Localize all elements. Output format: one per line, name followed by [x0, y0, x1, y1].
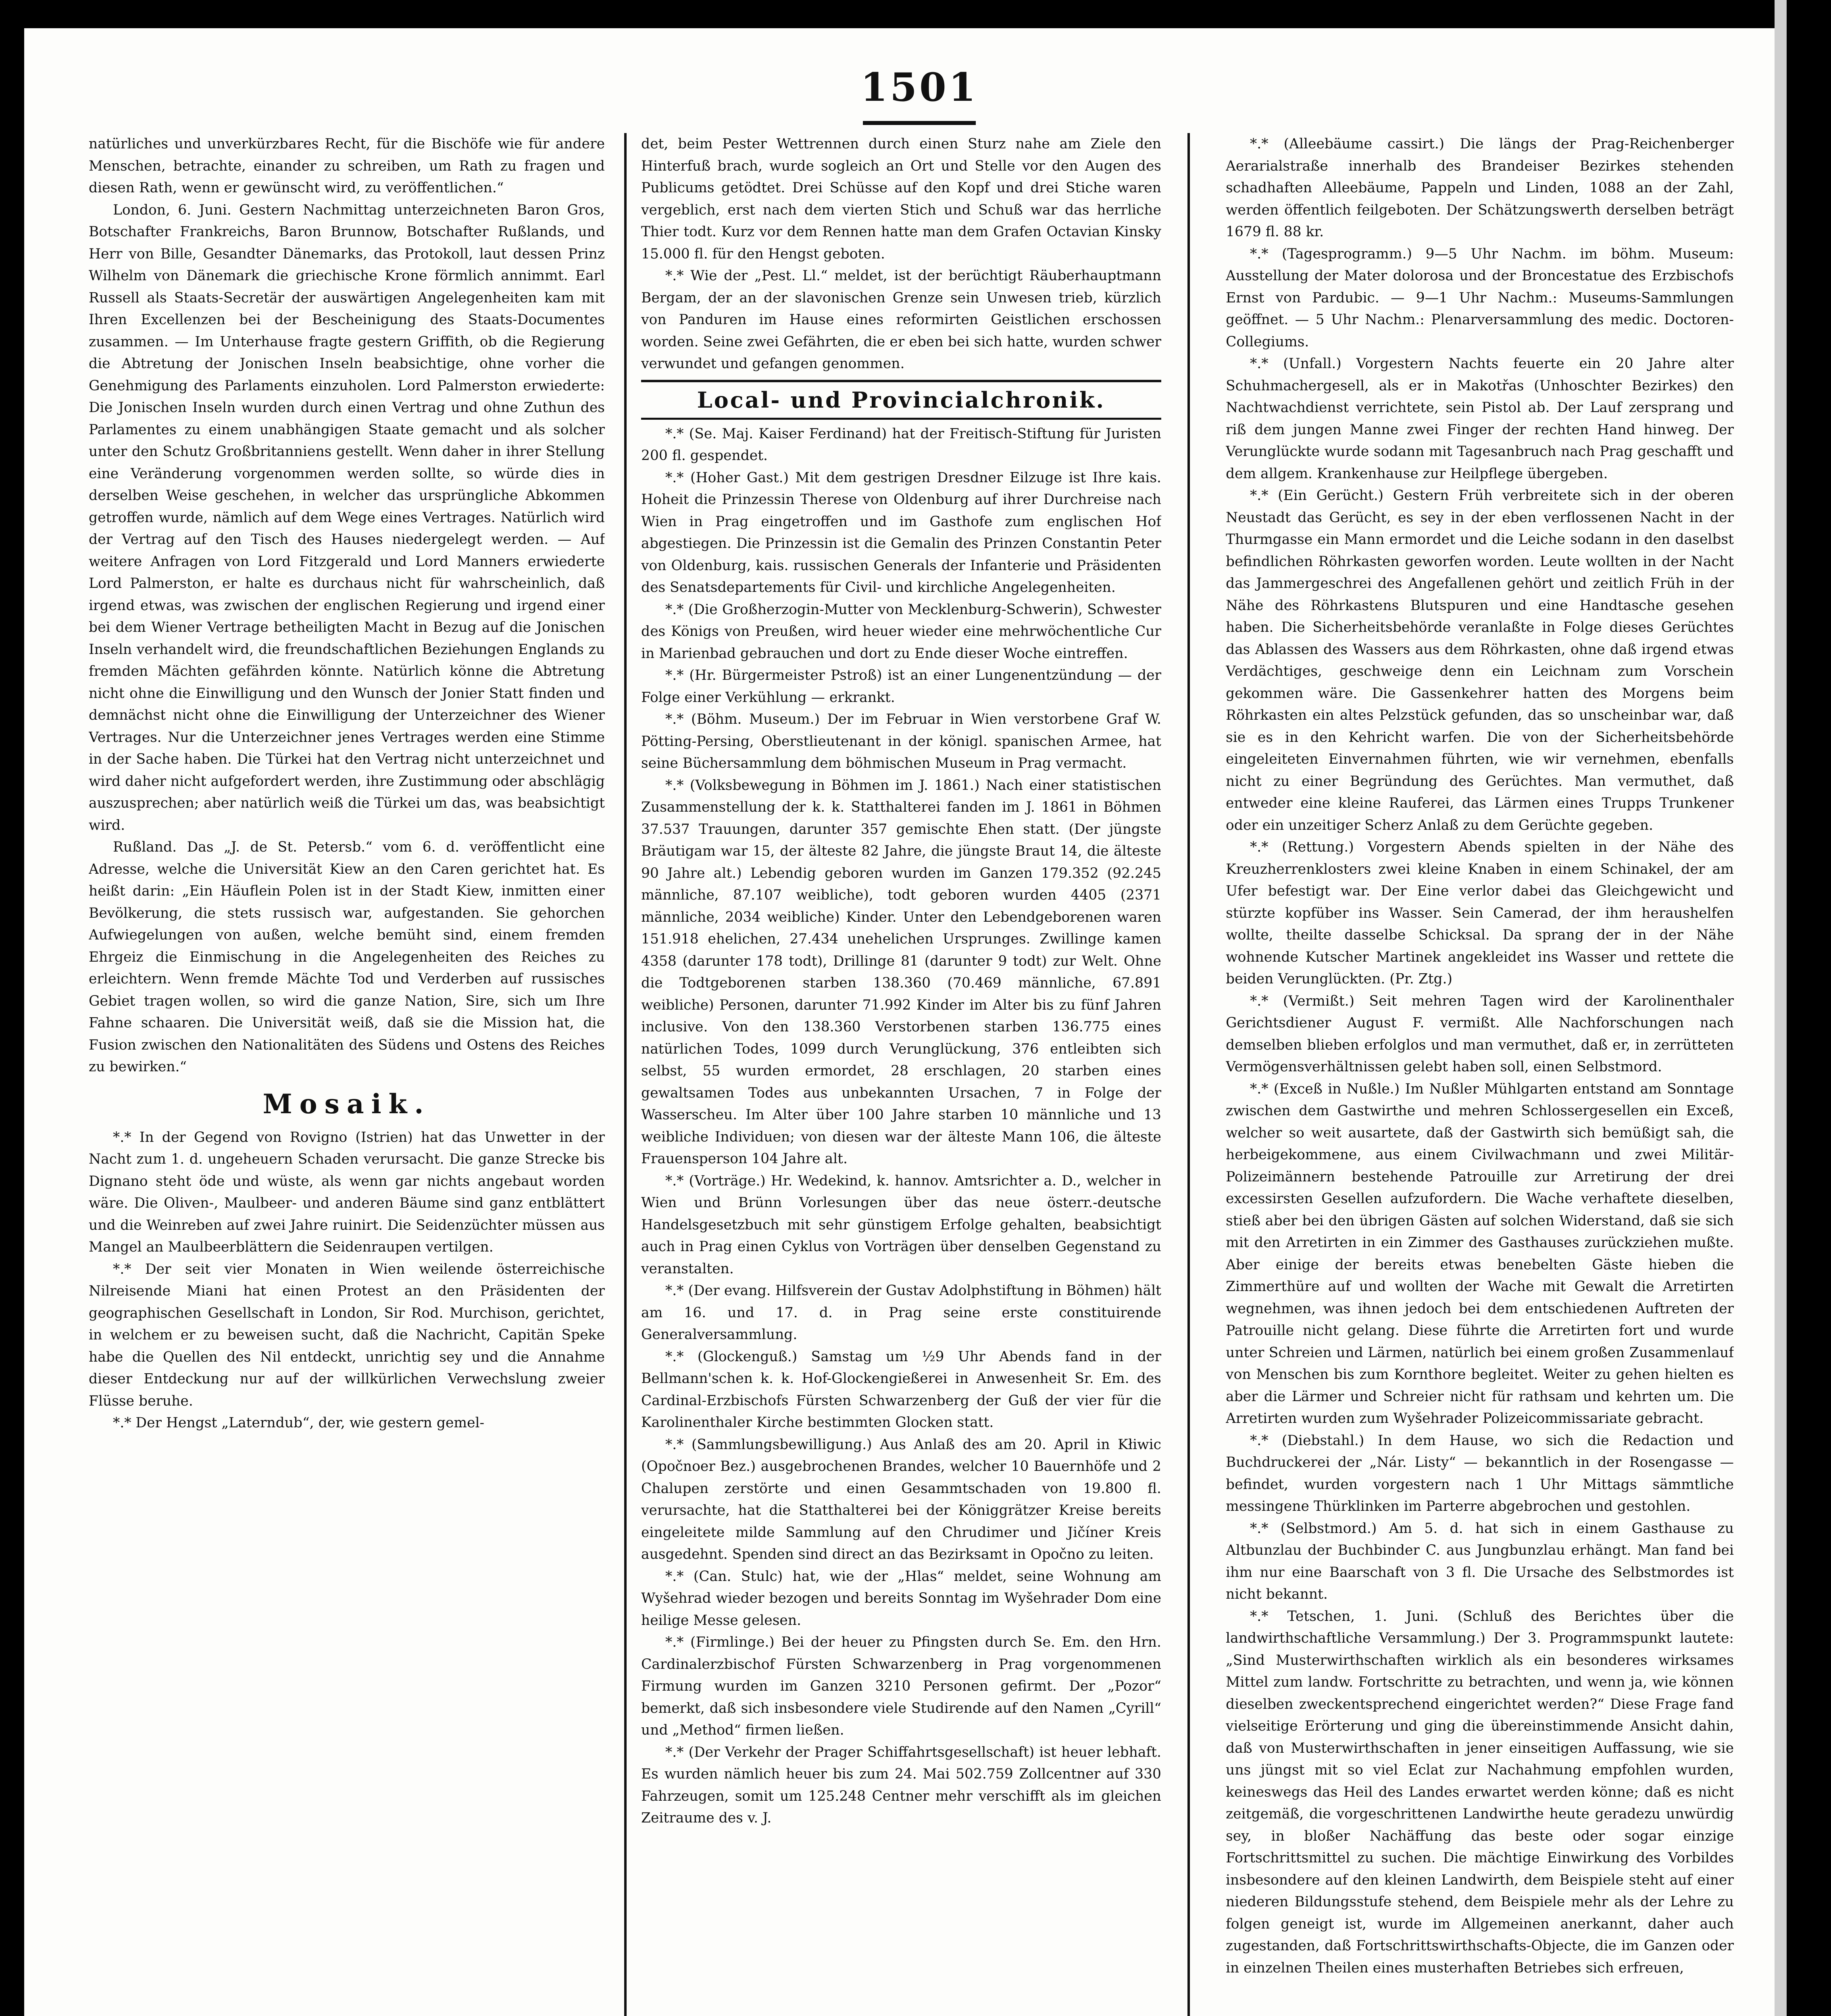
article-paragraph: *.* Der Hengst „Laterndub“, der, wie gestern gemel-: [113, 1415, 485, 1431]
page-edge-shadow: [1775, 0, 1787, 2016]
article-paragraph: det, beim Pester Wettrennen durch einen Sturz nahe am Ziele den Hinterfuß brach, wurde sogleich an Ort und Stelle vor den Augen des Publicums getödtet. Drei Schüsse auf den Kopf und drei Stiche waren vergeblich, erst nach dem vierten Stich und Schuß war das herrliche Thier todt. Kurz vor dem Rennen hatte man dem Grafen Octavian Kinsky 15.000 fl. für den Hengst geboten.: [641, 136, 1161, 262]
article-paragraph: *.* (Hr. Bürgermeister Pstroß) ist an einer Lungenentzündung — der Folge einer Verkühlung — erkrankt.: [641, 667, 1161, 706]
article-paragraph: *.* (Alleebäume cassirt.) Die längs der Prag-Reichenberger Aerarialstraße innerhalb des Brandeiser Bezirkes stehenden schadhaften Alleebäume, Pappeln und Linden, 1088 an der Zahl, werden öffentlich feilgeboten. Der Schätzungswerth derselben beträgt 1679 fl. 88 kr.: [1226, 136, 1734, 240]
article-paragraph: *.* (Böhm. Museum.) Der im Februar in Wien verstorbene Graf W. Pötting-Persing, Oberstlieutenant in der königl. spanischen Armee, hat seine Büchersammlung dem böhmischen Museum in Prag vermacht.: [641, 711, 1161, 771]
text-column-left: [89, 133, 605, 2016]
article-paragraph: *.* (Vorträge.) Hr. Wedekind, k. hannov. Amtsrichter a. D., welcher in Wien und Brünn Vorlesungen über das neue österr.-deutsche Handelsgesetzbuch mit sehr günstigem Erfolge gehalten, beabsichtigt auch in Prag einen Cyklus von Vorträgen über denselben Gegenstand zu veranstalten.: [641, 1173, 1161, 1277]
column-divider: [1187, 133, 1190, 2016]
article-paragraph: *.* (Can. Stulc) hat, wie der „Hlas“ meldet, seine Wohnung am Wyšehrad wieder bezogen und bereits Sonntag im Wyšehrader Dom eine heilige Messe gelesen.: [641, 1568, 1161, 1629]
article-paragraph: *.* (Firmlinge.) Bei der heuer zu Pfingsten durch Se. Em. den Hrn. Cardinalerzbischof Fürsten Schwarzenberg in Prag vorgenommenen Firmung wurden im Ganzen 3210 Personen gefirmt. Der „Pozor“ bemerkt, daß sich insbesondere viele Studirende auf den Namen „Cyrill“ und „Method“ firmen ließen.: [641, 1634, 1161, 1738]
scan-border-right: [1787, 0, 1831, 2016]
article-paragraph: *.* (Unfall.) Vorgestern Nachts feuerte ein 20 Jahre alter Schuhmachergesell, als er in Makotřas (Unhoschter Bezirkes) den Nachtwachdienst verrichtete, sein Pistol ab. Der Lauf zersprang und riß dem jungen Manne zwei Finger der rechten Hand hinweg. Der Verunglückte wurde sodann mit Tagesanbruch nach Prag geschafft und dem allgem. Krankenhause zur Heilpflege übergeben.: [1226, 356, 1734, 482]
article-paragraph: *.* (Die Großherzogin-Mutter von Mecklenburg-Schwerin), Schwester des Königs von Preußen, wird heuer wieder eine mehrwöchentliche Cur in Marienbad gebrauchen und dort zu Ende dieser Woche eintreffen.: [641, 601, 1161, 662]
article-paragraph: *.* Wie der „Pest. Ll.“ meldet, ist der berüchtigt Räuberhauptmann Bergam, der an der slavonischen Grenze sein Unwesen trieb, kürzlich von Panduren im Hause eines reformirten Geistlichen erschossen worden. Seine zwei Gefährten, die er eben bei sich hatte, wurden schwer verwundet und gefangen genommen.: [641, 268, 1161, 372]
article-paragraph: *.* In der Gegend von Rovigno (Istrien) hat das Unwetter in der Nacht zum 1. d. ungeheuern Schaden verursacht. Die ganze Strecke bis Dignano steht öde und wüste, als wenn gar nichts angebaut worden wäre. Die Oliven-, Maulbeer- und anderen Bäume sind ganz entblättert und die Weinreben auf zwei Jahre ruinirt. Die Seidenzüchter müssen aus Mangel an Maulbeerblättern die Seidenraupen vertilgen.: [89, 1129, 605, 1255]
article-paragraph: *.* Tetschen, 1. Juni. (Schluß des Berichtes über die landwirthschaftliche Versammlung.) Der 3. Programmspunkt lautete: „Sind Musterwirthschaften wirklich als ein besonderes wirksames Mittel zum landw. Fortschritte zu betrachten, und wenn ja, wie können dieselben zweckentsprechend eingerichtet werden?“ Diese Frage fand vielseitige Erörterung und ging die übereinstimmende Ansicht dahin, daß von Musterwirthschaften in jener einseitigen Auffassung, wie sie uns jüngst mit so viel Eclat zur Nachahmung empfohlen wurden, keineswegs das Heil des Landes erwartet werden könne; daß es nicht zeitgemäß, die vorgeschrittenen Landwirthe heute geradezu unwürdig sey, in bloßer Nachäffung das beste oder sogar einzige Fortschrittsmittel zu suchen. Die mächtige Einwirkung des Vorbildes insbesondere auf den kleinen Landwirth, dem Beispiele steht auf einer niederen Bildungsstufe stehend, dem Beispiele mehr als der Lehre zu folgen geneigt ist, wurde im Allgemeinen anerkannt, daher auch zugestanden, daß Fortschrittswirthschafts-Objecte, die im Ganzen oder in einzelnen Theilen eines musterhaften Betriebes sich erfreuen,: [1226, 1608, 1734, 1976]
column-divider: [624, 133, 627, 2016]
article-paragraph: London, 6. Juni. Gestern Nachmittag unterzeichneten Baron Gros, Botschafter Frankreichs, Baron Brunnow, Botschafter Rußlands, und Herr von Bille, Gesandter Dänemarks, das Protokoll, laut dessen Prinz Wilhelm von Dänemark die griechische Krone förmlich annimmt. Earl Russell als Staats-Secretär der auswärtigen Angelegenheiten kam mit Ihren Excellenzen bei der Bescheinigung des Staats-Documentes zusammen. — Im Unterhause fragte gestern Griffith, ob die Regierung die Abtretung der Jonischen Inseln beabsichtige, ohne vorher die Genehmigung des Parlaments einzuholen. Lord Palmerston erwiederte: Die Jonischen Inseln wurden durch einen Vertrag und ohne Zuthun des Parlamentes zu einem unabhängigen Staate gemacht und als solcher unter den Schutz Großbritanniens gestellt. Wenn daher in ihrer Stellung eine Veränderung vorgenommen werden sollte, so würde dies in derselben Weise geschehen, in welcher das ursprüngliche Abkommen getroffen wurde, nämlich auf dem Wege eines Vertrages. Natürlich wird der Vertrag auf den Tisch des Hauses niedergelegt werden. — Auf weitere Anfragen von Lord Fitzgerald und Lord Manners erwiederte Lord Palmerston, er halte es durchaus nicht für wahrscheinlich, daß irgend etwas, was zwischen der englischen Regierung und irgend einer bei dem Wiener Vertrage betheiligten Macht in Bezug auf die Jonischen Inseln verhandelt wird, die freundschaftlichen Beziehungen Englands zu fremden Mächten gefährden könnte. Natürlich könne die Abtretung nicht ohne die Einwilligung und den Wunsch der Jonier Statt finden und demnächst nicht ohne die Einwilligung der Unterzeichner des Wiener Vertrages. Nur die Unterzeichner jenes Vertrages werden eine Stimme in der Sache haben. Die Türkei hat den Vertrag nicht unterzeichnet und wird daher nicht aufgefordert werden, ihre Zustimmung oder abschlägig auszusprechen; aber natürlich weiß die Türkei um das, was beabsichtigt wird.: [89, 202, 605, 833]
article-paragraph: *.* (Sammlungsbewilligung.) Aus Anlaß des am 20. April in Kłiwic (Opočnoer Bez.) ausgebrochenen Brandes, welcher 10 Bauernhöfe und 2 Chalupen zerstörte und einen Gesammtschaden von 19.800 fl. verursachte, hat die Statthalterei bei der Königgrätzer Kreise bereits eingeleitete milde Sammlung auf den Chrudimer und Jičíner Kreis ausgedehnt. Spenden sind direct an das Bezirksamt in Opočno zu leiten.: [641, 1436, 1161, 1562]
article-paragraph: *.* (Ein Gerücht.) Gestern Früh verbreitete sich in der oberen Neustadt das Gerücht, es sey in der eben verflossenen Nacht in der Thurmgasse ein Mann ermordet und die Leiche sodann in den daselbst befindlichen Röhrkasten geworfen worden. Leute wollten in der Nacht das Jammergeschrei des Angefallenen gehört und zeitlich Früh in der Nähe des Röhrkastens Blutspuren und eine Handtasche gesehen haben. Die Sicherheitsbehörde veranlaßte in Folge dieses Gerüchtes das Ablassen des Wassers aus dem Röhrkasten, ohne daß irgend etwas Verdächtiges, geschweige denn ein Leichnam zum Vorschein gekommen wäre. Die Gassenkehrer hatten des Morgens beim Röhrkasten ein altes Pelzstück gefunden, das so unscheinbar war, daß sie es in den Kehricht warfen. Die von der Sicherheitsbehörde eingeleiteten Einvernahmen führten, wie wir vernehmen, ebenfalls nicht zu einer Begründung des Gerüchtes. Man vermuthet, daß entweder eine kleine Rauferei, das Lärmen eines Trupps Trunkener oder ein unzeitiger Scherz Anlaß zu dem Gerüchte gegeben.: [1226, 487, 1734, 833]
page-number-underline: [863, 121, 976, 125]
article-paragraph: *.* (Hoher Gast.) Mit dem gestrigen Dresdner Eilzuge ist Ihre kais. Hoheit die Prinzessin Therese von Oldenburg auf ihrer Durchreise nach Wien in Prag eingetroffen und im Gasthofe zum englischen Hof abgestiegen. Die Prinzessin ist die Gemalin des Prinzen Constantin Peter von Oldenburg, kais. russischen Generals der Infanterie und Präsidenten des Senatsdepartements für Civil- und kirchliche Angelegenheiten.: [641, 469, 1161, 596]
page-number: 1501: [860, 65, 978, 110]
text-column-middle: [641, 133, 1161, 2016]
section-heading: Local- und Provincialchronik.: [641, 380, 1161, 420]
article-paragraph: *.* (Volksbewegung in Böhmen im J. 1861.) Nach einer statistischen Zusammenstellung der k. k. Statthalterei fanden im J. 1861 in Böhmen 37.537 Trauungen, darunter 357 gemischte Ehen statt. (Der jüngste Bräutigam war 15, der älteste 82 Jahre, die jüngste Braut 14, die älteste 90 Jahre alt.) Lebendig geboren wurden im Ganzen 179.352 (92.245 männliche, 87.107 weibliche), todt geboren wurden 4405 (2371 männliche, 2034 weibliche) Kinder. Unter den Lebendgeborenen waren 151.918 ehelichen, 27.434 unehelichen Ursprunges. Zwillinge kamen 4358 (darunter 178 todt), Drillinge 81 (darunter 9 todt) zur Welt. Ohne die Todtgeborenen starben 138.360 (70.469 männliche, 67.891 weibliche) Personen, darunter 71.992 Kinder im Alter bis zu fünf Jahren inclusive. Von den 138.360 Verstorbenen starben 136.775 eines natürlichen Todes, 1099 durch Verunglückung, 376 entleibten sich selbst, 55 wurden ermordet, 28 erschlagen, 20 starben eines gewaltsamen Todes aus unbekannten Ursachen, 7 in Folge der Wasserscheu. Im Alter über 100 Jahre starben 10 männliche und 13 weibliche Individuen; von diesen war der älteste Mann 106, die älteste Frauensperson 104 Jahre alt.: [641, 777, 1161, 1167]
article-paragraph: *.* (Selbstmord.) Am 5. d. hat sich in einem Gasthause zu Altbunzlau der Buchbinder C. aus Jungbunzlau erhängt. Man fand bei ihm nur eine Baarschaft von 3 fl. Die Ursache des Selbstmordes ist nicht bekannt.: [1226, 1520, 1734, 1602]
article-paragraph: *.* (Glockenguß.) Samstag um ½9 Uhr Abends fand in der Bellmann'schen k. k. Hof-Glockengießerei in Anwesenheit Sr. Em. des Cardinal-Erzbischofs Fürsten Schwarzenberg der Guß der vier für die Karolinenthaler Kirche bestimmten Glocken statt.: [641, 1348, 1161, 1431]
article-paragraph: *.* (Exceß in Nußle.) Im Nußler Mühlgarten entstand am Sonntage zwischen dem Gastwirthe und mehren Schlossergesellen ein Exceß, welcher so weit ausartete, daß der Gastwirth sich bemüßigt sah, die herbeigekommene, aus einem Civilwachmann und zwei Militär-Polizeimännern bestehende Patrouille zur Arretirung der drei excessirsten Gesellen aufzufordern. Die Wache verhaftete dieselben, stieß aber bei den übrigen Gästen auf solchen Widerstand, daß sie sich mit den Arretirten in ein Zimmer des Gasthauses zurückziehen mußte. Aber einige der bereits etwas benebelten Gäste hieben die Zimmerthüre auf und wollten der Wache mit Gewalt die Arretirten wegnehmen, was ihnen jedoch bei dem entschiedenen Auftreten der Patrouille nicht gelang. Diese führte die Arretirten fort und wurde unter Schreien und Lärmen, natürlich bei einem großen Zusammenlauf von Menschen bis zum Kornthore begleitet. Weiter zu gehen hielten es aber die Lärmer und Schreier nicht für rathsam und kehrten um. Die Arretirten wurden zum Wyšehrader Polizeicommissariate gebracht.: [1226, 1081, 1734, 1427]
article-paragraph: *.* Der seit vier Monaten in Wien weilende österreichische Nilreisende Miani hat einen Protest an den Präsidenten der geographischen Gesellschaft in London, Sir Rod. Murchison, gerichtet, in welchem er zu beweisen sucht, daß die Nachricht, Capitän Speke habe die Quellen des Nil entdeckt, unrichtig sey und die Annahme dieser Entdeckung nur auf der willkürlichen Verwechslung zweier Flüsse beruhe.: [89, 1261, 605, 1409]
article-paragraph: *.* (Rettung.) Vorgestern Abends spielten in der Nähe des Kreuzherrenklosters zwei kleine Knaben in einem Schinakel, der am Ufer befestigt war. Der Eine verlor dabei das Gleichgewicht und stürzte kopfüber ins Wasser. Sein Camerad, der ihm heraushelfen wollte, theilte dasselbe Schicksal. Da sprang der in der Nähe wohnende Kutscher Martinek angekleidet ins Wasser und rettete die beiden Verunglückten. (Pr. Ztg.): [1226, 839, 1734, 987]
article-paragraph: *.* (Diebstahl.) In dem Hause, wo sich die Redaction und Buchdruckerei der „Nár. Listy“ — bekanntlich in der Rosengasse — befindet, wurden vorgestern nach 1 Uhr Mittags sämmtliche messingene Thürklinken im Parterre abgebrochen und gestohlen.: [1226, 1432, 1734, 1514]
article-paragraph: *.* (Vermißt.) Seit mehren Tagen wird der Karolinenthaler Gerichtsdiener August F. vermißt. Alle Nachforschungen nach demselben blieben erfolglos und man vermuthet, daß er, in zerrütteten Vermögensverhältnissen gelebt haben soll, einen Selbstmord.: [1226, 993, 1734, 1075]
section-heading: Mosaik.: [262, 1088, 431, 1120]
article-paragraph: Rußland. Das „J. de St. Petersb.“ vom 6. d. veröffentlicht eine Adresse, welche die Universität Kiew an den Caren gerichtet hat. Es heißt darin: „Ein Häuflein Polen ist in der Stadt Kiew, inmitten einer Bevölkerung, die stets russisch war, aufgestanden. Sie gehorchen Aufwiegelungen von außen, welche bemüht sind, einem fremden Ehrgeiz die Einmischung in die Angelegenheiten des Reiches zu erleichtern. Wenn fremde Mächte Tod und Verderben auf russisches Gebiet tragen wollen, so wird die ganze Nation, Sire, sich um Ihre Fahne schaaren. Die Universität weiß, daß sie die Mission hat, die Fusion zwischen den Nationalitäten des Südens und Ostens des Reiches zu bewirken.“: [89, 839, 605, 1075]
article-paragraph: natürliches und unverkürzbares Recht, für die Bischöfe wie für andere Menschen, betrachte, einander zu schreiben, um Rath zu fragen und diesen Rath, wenn er gewünscht wird, zu veröffentlichen.“: [89, 136, 605, 196]
article-paragraph: *.* (Tagesprogramm.) 9—5 Uhr Nachm. im böhm. Museum: Ausstellung der Mater dolorosa und der Broncestatue des Erzbischofs Ernst von Pardubic. — 9—1 Uhr Nachm.: Museums-Sammlungen geöffnet. — 5 Uhr Nachm.: Plenarversammlung des medic. Doctoren-Collegiums.: [1226, 246, 1734, 350]
scan-border-top: [0, 0, 1831, 28]
scan-border-left: [0, 0, 24, 2016]
article-paragraph: *.* (Der Verkehr der Prager Schiffahrtsgesellschaft) ist heuer lebhaft. Es wurden nämlich heuer bis zum 24. Mai 502.759 Zollcentner auf 330 Fahrzeugen, somit um 125.248 Centner mehr verschifft als im gleichen Zeitraume des v. J.: [641, 1744, 1161, 1826]
article-paragraph: *.* (Se. Maj. Kaiser Ferdinand) hat der Freitisch-Stiftung für Juristen 200 fl. gespendet.: [641, 425, 1161, 464]
article-paragraph: *.* (Der evang. Hilfsverein der Gustav Adolphstiftung in Böhmen) hält am 16. und 17. d. in Prag seine erste constituirende Generalversammlung.: [641, 1283, 1161, 1343]
text-column-right: [1226, 133, 1734, 2016]
